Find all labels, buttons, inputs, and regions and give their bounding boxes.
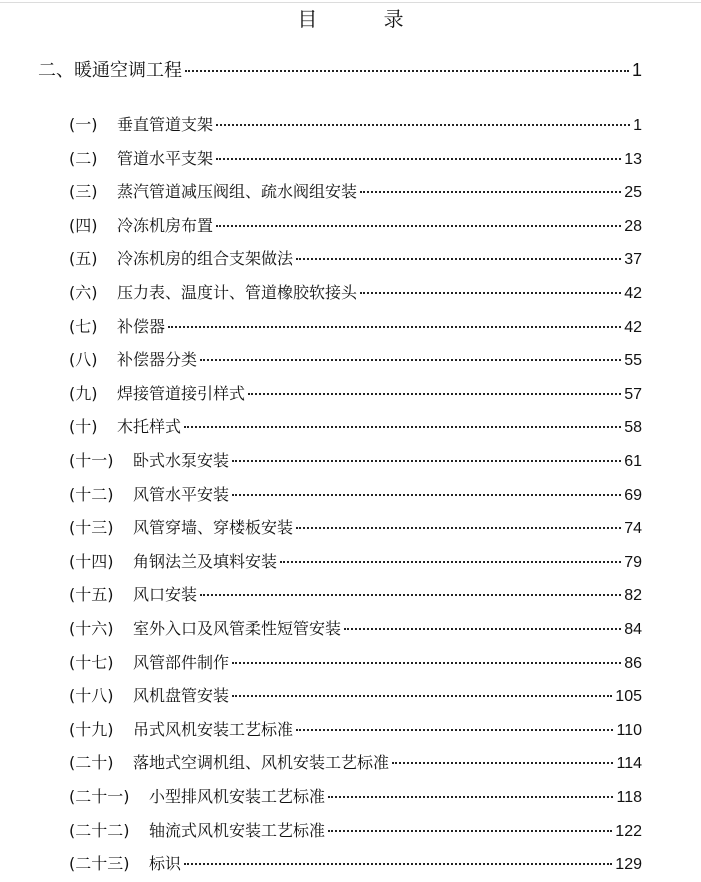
dot-leader [232, 694, 612, 697]
toc-item-number: (十九) [69, 719, 114, 739]
toc-item-number: (十四) [69, 551, 114, 571]
dot-leader [328, 795, 613, 798]
dot-leader [185, 69, 629, 72]
toc-item-number: (七) [69, 316, 98, 336]
toc-item[interactable] [69, 247, 642, 271]
toc-item[interactable] [69, 483, 642, 507]
dot-leader [280, 560, 621, 563]
dot-leader [328, 829, 612, 832]
toc-item[interactable] [69, 785, 642, 809]
toc-item-page: 13 [624, 150, 642, 168]
toc-item-number: (十二) [69, 484, 114, 504]
toc-item-number: (十八) [69, 686, 114, 706]
toc-item-label: 压力表、温度计、管道橡胶软接头 [117, 283, 358, 302]
toc-item-label: 卧式水泵安装 [133, 451, 230, 470]
top-rule [0, 2, 701, 3]
toc-item-page: 69 [624, 486, 642, 504]
toc-item-label: 室外入口及风管柔性短管安装 [133, 619, 342, 638]
toc-item-number: (十一) [69, 451, 114, 470]
dot-leader [184, 862, 612, 865]
toc-item-label: 风口安装 [133, 585, 198, 605]
toc-item-page: 28 [624, 217, 642, 235]
toc-item-number: (八) [69, 350, 98, 370]
dot-leader [248, 392, 621, 395]
toc-item[interactable] [69, 449, 642, 473]
dot-leader [360, 190, 621, 193]
toc-item-page: 84 [624, 621, 642, 638]
toc-item-number: (三) [69, 182, 98, 202]
toc-item[interactable] [69, 651, 642, 675]
toc-item-page: 86 [624, 654, 642, 672]
toc-item-page: 25 [624, 184, 642, 202]
toc-item-label: 风管部件制作 [133, 652, 230, 672]
toc-item[interactable] [69, 583, 642, 607]
toc-item-number: (十六) [69, 619, 114, 638]
toc-item-number: (十) [69, 417, 98, 437]
toc-item-number: (二十一) [69, 787, 130, 806]
toc-item-number: (二十) [69, 753, 114, 773]
toc-item-label: 木托样式 [117, 417, 182, 437]
toc-item-page: 110 [616, 721, 642, 739]
toc-item[interactable] [69, 550, 642, 574]
toc-item-number: (四) [69, 215, 98, 235]
toc-item-page: 61 [624, 453, 642, 470]
toc-item-number: (十三) [69, 518, 114, 538]
dot-leader [216, 224, 621, 227]
toc-item-number: (六) [69, 283, 98, 302]
toc-item-label: 风管水平安装 [133, 484, 230, 504]
toc-item[interactable] [69, 281, 642, 305]
toc-item-label: 小型排风机安装工艺标准 [149, 787, 326, 806]
toc-item-page: 1 [633, 117, 642, 134]
toc-item[interactable] [69, 718, 642, 742]
dot-leader [392, 761, 613, 764]
toc-item[interactable] [69, 113, 642, 137]
toc-item-page: 114 [616, 755, 642, 773]
toc-item-number: (十七) [69, 652, 114, 672]
toc-item-page: 82 [624, 587, 642, 605]
toc-chapter-label: 二、暖通空调工程 [38, 60, 182, 81]
dot-leader [296, 257, 621, 260]
toc-item[interactable] [69, 415, 642, 439]
toc-item-page: 122 [615, 822, 642, 840]
toc-item-page: 129 [615, 856, 642, 874]
toc-item-number: (二) [69, 148, 98, 168]
toc-item-page: 118 [616, 789, 642, 806]
toc-item-label: 冷冻机房布置 [117, 215, 214, 235]
toc-item-page: 57 [624, 385, 642, 403]
dot-leader [184, 425, 621, 428]
toc-item[interactable] [69, 382, 642, 406]
toc-item-page: 74 [624, 520, 642, 538]
dot-leader [200, 593, 621, 596]
toc-item-label: 焊接管道接引样式 [117, 383, 246, 403]
toc-item-number: (二十二) [69, 820, 130, 840]
toc-item-page: 37 [624, 251, 642, 269]
toc-item[interactable] [69, 214, 642, 238]
toc-item[interactable] [69, 819, 642, 843]
toc-item[interactable] [69, 751, 642, 775]
dot-leader [232, 493, 621, 496]
toc-item-label: 管道水平支架 [117, 148, 214, 168]
toc-item-number: (二十三) [69, 854, 130, 874]
toc-item-label: 角钢法兰及填料安装 [133, 551, 278, 571]
toc-item[interactable] [69, 684, 642, 708]
toc-item-label: 垂直管道支架 [117, 115, 214, 134]
toc-item-number: (九) [69, 383, 98, 403]
toc-item[interactable] [69, 852, 642, 876]
dot-leader [232, 661, 621, 664]
toc-item-page: 79 [624, 553, 642, 571]
dot-leader [296, 526, 621, 529]
toc-item[interactable] [69, 315, 642, 339]
toc-item-page: 42 [624, 285, 642, 302]
dot-leader [344, 627, 621, 630]
toc-item-label: 轴流式风机安装工艺标准 [149, 820, 326, 840]
toc-chapter[interactable] [38, 58, 642, 82]
toc-item-number: (十五) [69, 585, 114, 605]
dot-leader [200, 358, 621, 361]
toc-item-page: 42 [624, 318, 642, 336]
toc-item-label: 标识 [149, 854, 182, 874]
toc-item-label: 风机盘管安装 [133, 686, 230, 706]
toc-chapter-page: 1 [631, 60, 642, 80]
toc-item-page: 105 [615, 688, 642, 706]
toc-item-number: (五) [69, 249, 98, 269]
toc-item-label: 冷冻机房的组合支架做法 [117, 249, 294, 269]
toc-item[interactable] [69, 348, 642, 372]
toc-item-label: 风管穿墙、穿楼板安装 [133, 518, 294, 538]
toc-item-page: 55 [624, 352, 642, 370]
dot-leader [232, 459, 621, 462]
toc-item[interactable] [69, 147, 642, 171]
toc-item-page: 58 [624, 419, 642, 437]
dot-leader [216, 123, 630, 126]
dot-leader [168, 325, 621, 328]
toc-item[interactable] [69, 516, 642, 540]
toc-item-label: 落地式空调机组、风机安装工艺标准 [133, 753, 390, 773]
toc-item-label: 蒸汽管道减压阀组、疏水阀组安装 [117, 182, 358, 202]
toc-item-number: (一) [69, 115, 98, 134]
toc-item-label: 补偿器分类 [117, 350, 198, 370]
toc-item[interactable] [69, 180, 642, 204]
toc-item[interactable] [69, 617, 642, 641]
toc-item-label: 吊式风机安装工艺标准 [133, 719, 294, 739]
dot-leader [216, 157, 621, 160]
dot-leader [360, 291, 621, 294]
toc-item-label: 补偿器 [117, 316, 166, 336]
page-title: 目 录 [297, 7, 434, 31]
dot-leader [296, 728, 613, 731]
